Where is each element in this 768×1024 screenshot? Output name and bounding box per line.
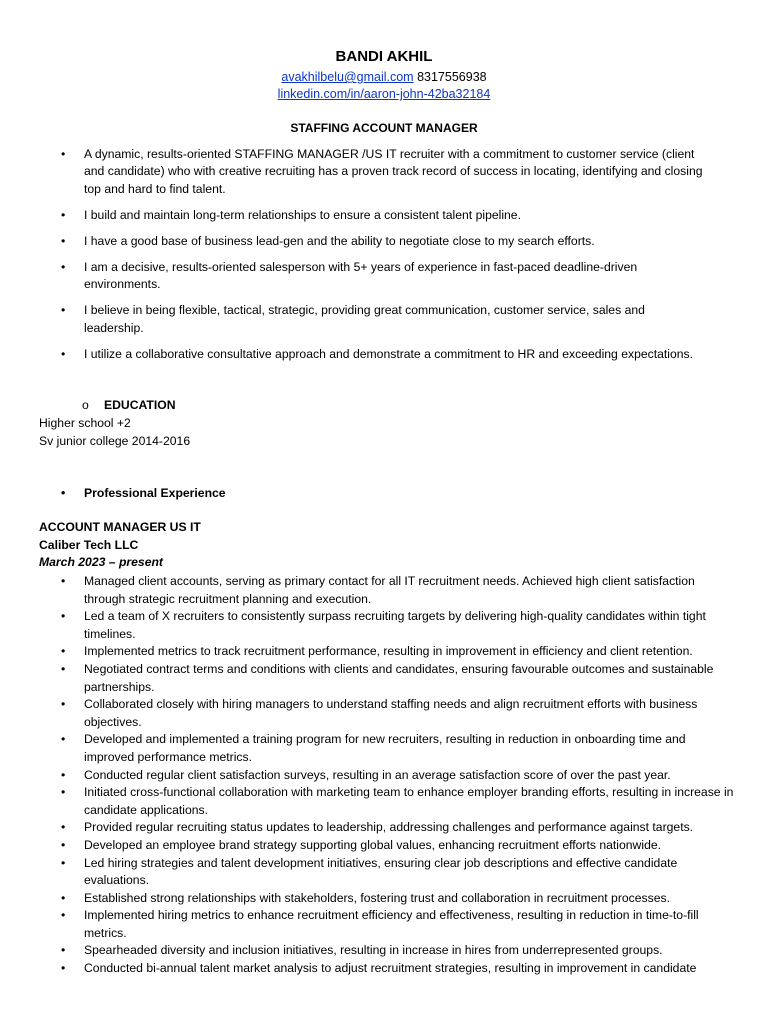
- duty-item: • Developed and implemented a training program for new recruiters, resulting in reduction in onboarding time and improved performance metrics.: [0, 731, 734, 766]
- summary-item: • I am a decisive, results-oriented salesperson with 5+ years of experience in fast-paced deadline-driven environments.: [0, 259, 704, 294]
- duty-item: • Led a team of X recruiters to consistently surpass recruiting targets by delivering high-quality candidates within tight timelines.: [0, 608, 734, 643]
- duty-item: • Implemented metrics to track recruitment performance, resulting in improvement in efficiency and client retention.: [0, 643, 734, 661]
- education-heading: [82, 398, 176, 412]
- duty-item: • Conducted regular client satisfaction surveys, resulting in an average satisfaction score of over the past year.: [0, 767, 734, 785]
- duties-list: [0, 573, 734, 978]
- duty-item: • Collaborated closely with hiring managers to understand staffing needs and align recruitment efforts with business objectives.: [0, 696, 734, 731]
- education-line-1: Higher school +2: [39, 416, 131, 430]
- duty-item: • Initiated cross-functional collaboration with marketing team to enhance employer branding efforts, resulting in increase in candidate applications.: [0, 784, 734, 819]
- summary-list: [0, 146, 704, 372]
- duty-item: • Managed client accounts, serving as primary contact for all IT recruitment needs. Achieved high client satisfaction through strategic recruitment planning and execution.: [0, 573, 734, 608]
- duty-item: • Conducted bi-annual talent market analysis to adjust recruitment strategies, resulting in improvement in candidate: [0, 960, 734, 978]
- duty-item: • Led hiring strategies and talent development initiatives, ensuring clear job descriptions and effective candidate evaluations.: [0, 855, 734, 890]
- duty-item: • Developed an employee brand strategy supporting global values, enhancing recruitment efforts nationwide.: [0, 837, 734, 855]
- education-line-2: Sv junior college 2014-2016: [39, 434, 191, 448]
- company-name: Caliber Tech LLC: [39, 538, 139, 552]
- education-heading-text: EDUCATION: [104, 398, 176, 412]
- job-title: ACCOUNT MANAGER US IT: [39, 520, 201, 534]
- circle-bullet-icon: o: [82, 398, 89, 412]
- duty-item: • Implemented hiring metrics to enhance recruitment efficiency and effectiveness, resulting in reduction in time-to-fill metrics.: [0, 907, 734, 942]
- summary-item: • I believe in being flexible, tactical, strategic, providing great communication, customer service, sales and leadership.: [0, 302, 704, 337]
- duty-item: • Provided regular recruiting status updates to leadership, addressing challenges and performance against targets.: [0, 819, 734, 837]
- duty-item: • Established strong relationships with stakeholders, fostering trust and collaboration in recruitment processes.: [0, 890, 734, 908]
- summary-item: • I build and maintain long-term relationships to ensure a consistent talent pipeline.: [0, 207, 704, 224]
- linkedin-link[interactable]: linkedin.com/in/aaron-john-42ba32184: [277, 87, 491, 101]
- summary-item: • I have a good base of business lead-gen and the ability to negotiate close to my search efforts.: [0, 233, 704, 250]
- duty-item: • Negotiated contract terms and conditions with clients and candidates, ensuring favourable outcomes and sustainable partnerships.: [0, 661, 734, 696]
- contact-block: [0, 69, 768, 103]
- phone-number: 8317556938: [417, 70, 487, 84]
- role-title: STAFFING ACCOUNT MANAGER: [290, 121, 478, 135]
- candidate-name: BANDI AKHIL: [335, 48, 433, 65]
- summary-item: • I utilize a collaborative consultative approach and demonstrate a commitment to HR and exceeding expectations.: [0, 346, 704, 363]
- duty-item: • Spearheaded diversity and inclusion initiatives, resulting in increase in hires from underrepresented groups.: [0, 942, 734, 960]
- email-link[interactable]: avakhilbelu@gmail.com: [281, 70, 414, 84]
- experience-heading: • Professional Experience: [84, 486, 226, 500]
- summary-item: • A dynamic, results-oriented STAFFING MANAGER /US IT recruiter with a commitment to customer service (client and candidate) who with creative recruiting has a proven track record of success in locating, identifying and closing top and hard to find talent.: [0, 146, 704, 198]
- job-dates: March 2023 – present: [39, 555, 163, 569]
